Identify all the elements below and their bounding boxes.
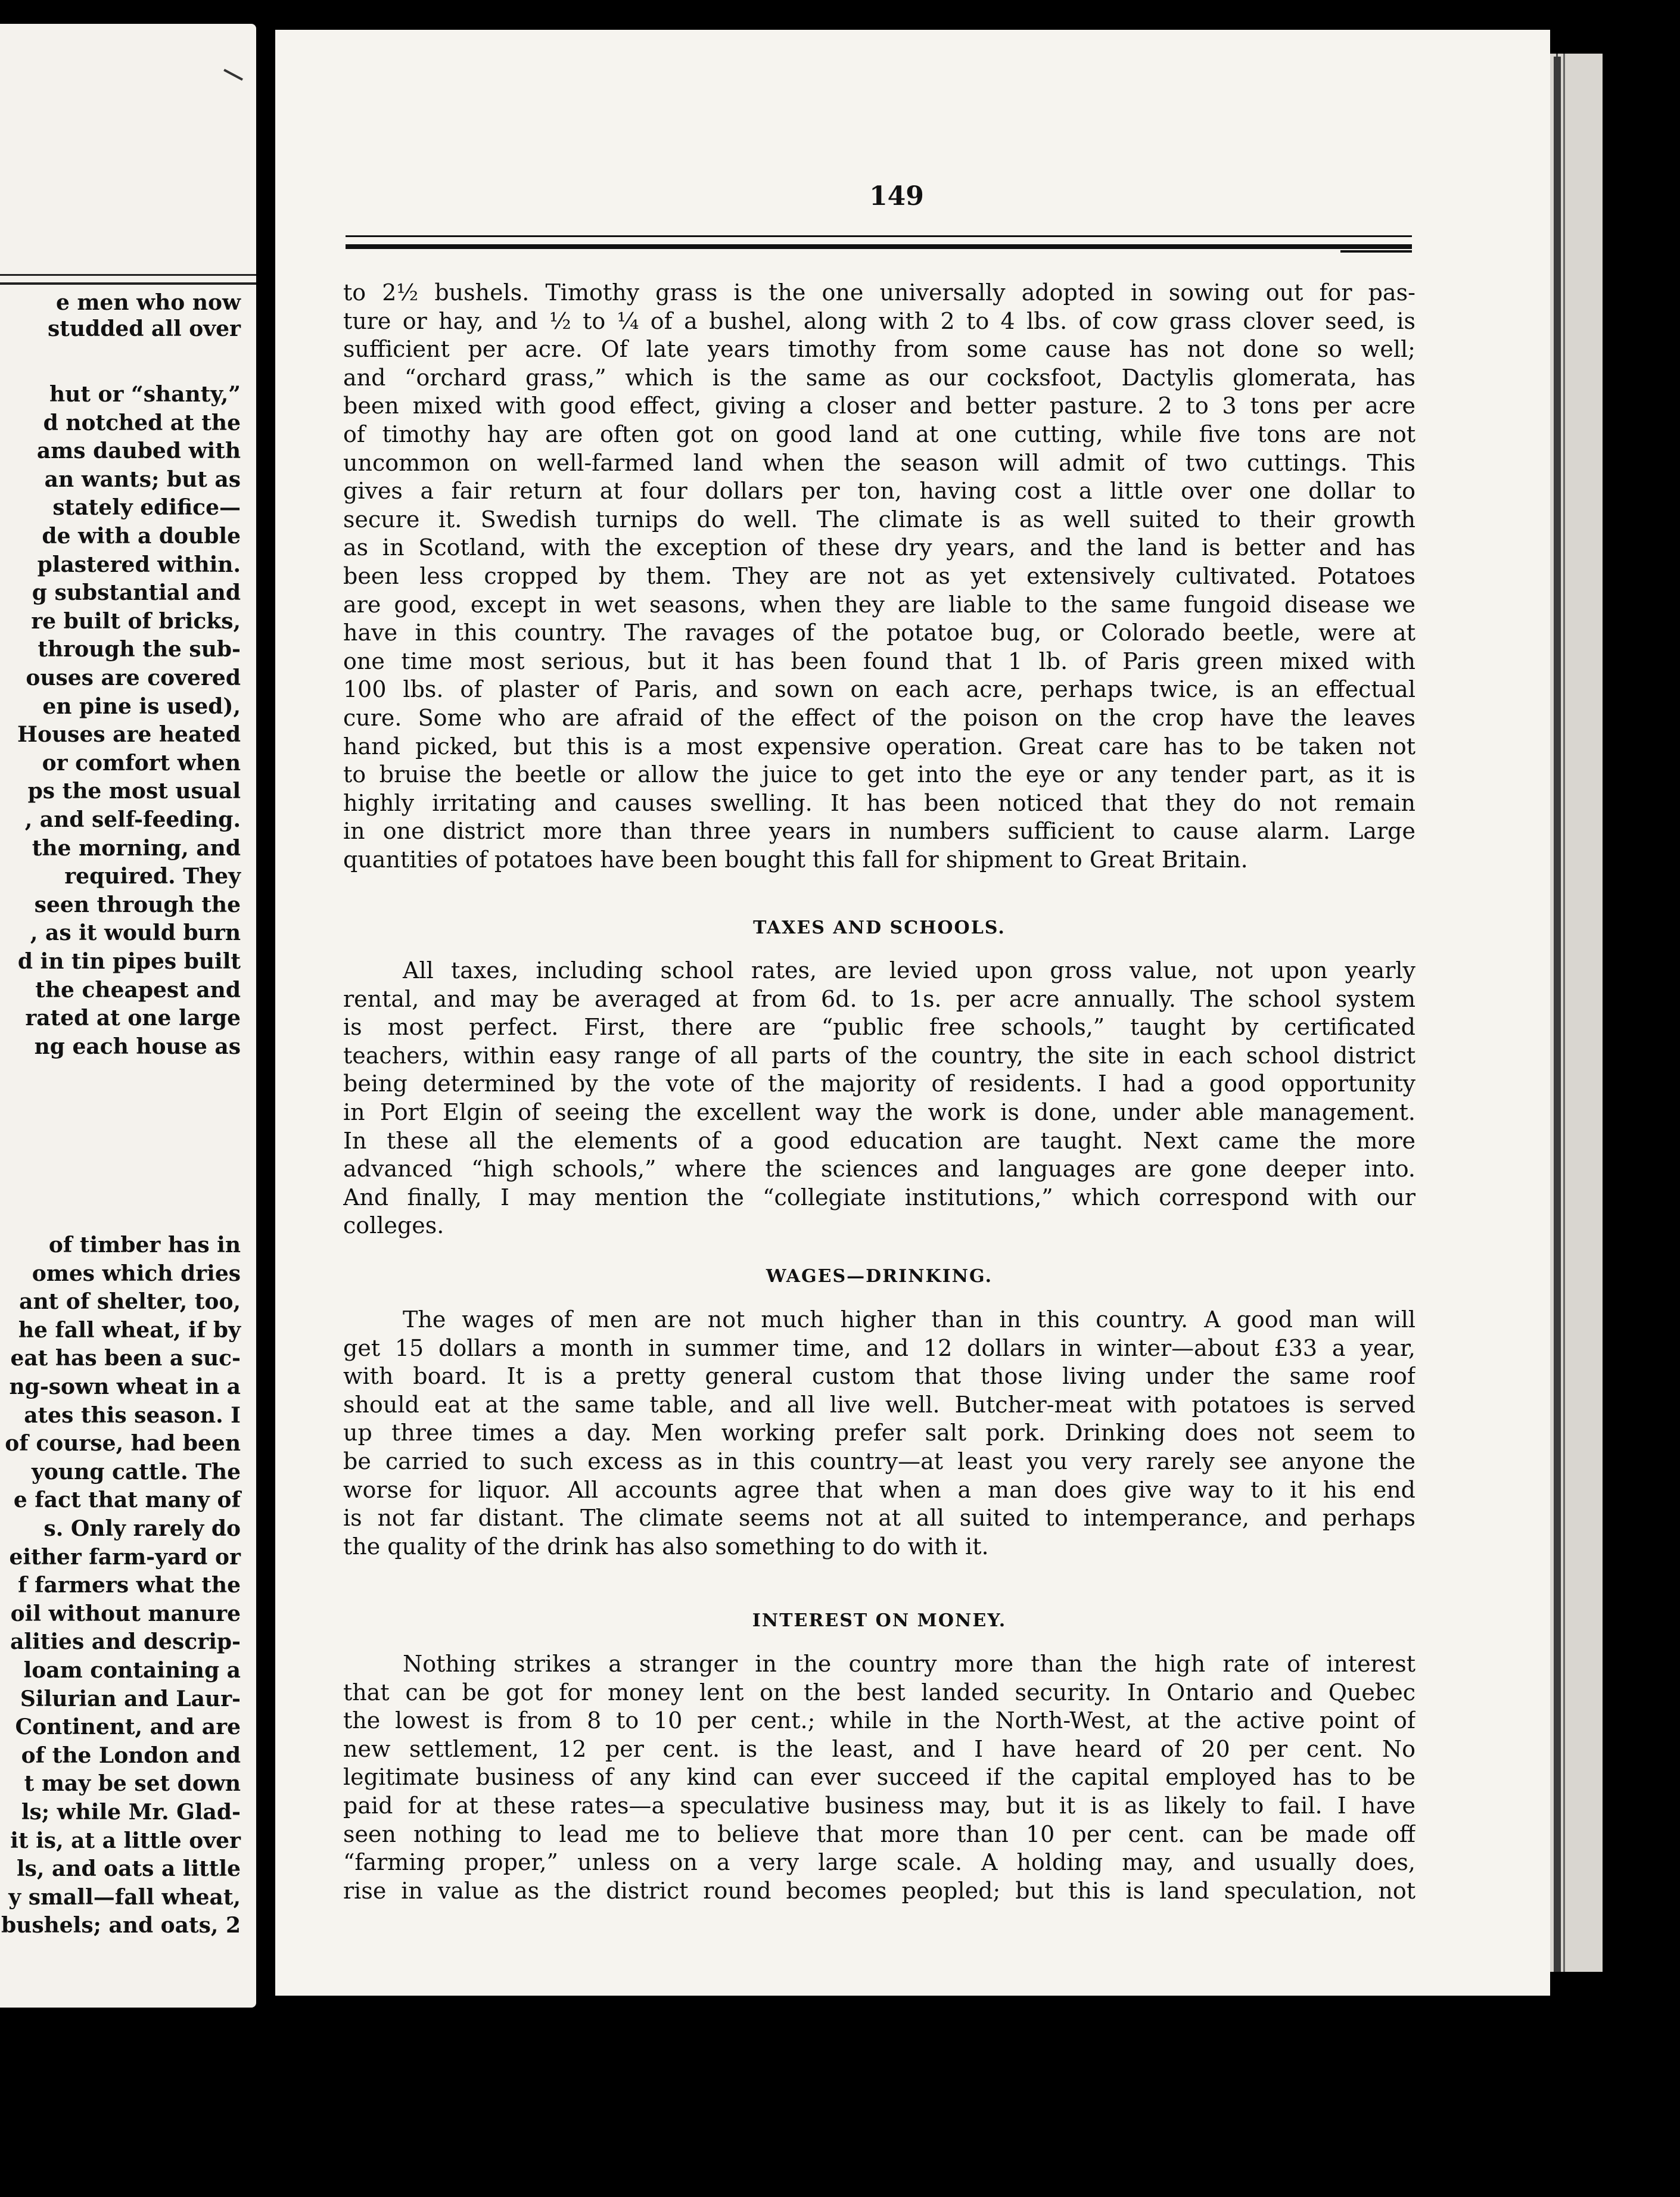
text-line: d in tin pipes built xyxy=(17,949,241,974)
text-line: ams daubed with xyxy=(36,438,241,464)
text-line: the cheapest and xyxy=(35,977,241,1003)
text-line: to 2½ bushels. Timothy grass is the one universally adopted in sowing out for pas- xyxy=(343,279,1415,306)
text-line: he fall wheat, if by xyxy=(18,1317,241,1343)
text-line: , and self-feeding. xyxy=(24,807,241,832)
text-line: up three times a day. Men working prefer salt pork. Drinking does not seem to xyxy=(343,1420,1415,1446)
text-line: Houses are heated xyxy=(17,722,241,748)
text-line: , as it would burn xyxy=(30,920,241,946)
text-line: t may be set down xyxy=(24,1771,241,1797)
text-line: or comfort when xyxy=(42,750,241,776)
paragraph-interest xyxy=(343,1650,1415,1905)
text-line: in one district more than three years in numbers sufficient to cause alarm. Large xyxy=(343,818,1415,845)
text-line: is not far distant. The climate seems not at all suited to intemperance, and perhaps xyxy=(343,1505,1415,1532)
text-line: g substantial and xyxy=(32,580,241,606)
page-corner-fold xyxy=(207,69,243,113)
text-line: it is, at a little over xyxy=(10,1828,241,1853)
text-line: And finally, I may mention the “collegiate institutions,” which correspond with our xyxy=(343,1184,1415,1210)
paragraph-taxes xyxy=(343,957,1415,1240)
text-line: rise in value as the district round becomes peopled; but this is land speculation, not xyxy=(343,1877,1415,1904)
text-line: quantities of potatoes have been bought this fall for shipment to Great Britain. xyxy=(343,846,1248,873)
text-line: ls; while Mr. Glad- xyxy=(21,1800,241,1825)
text-line: rental, and may be averaged at from 6d. to 1s. per acre annually. The school system xyxy=(343,985,1415,1012)
text-line: the lowest is from 8 to 10 per cent.; while in the North-West, at the active point of xyxy=(343,1707,1415,1734)
text-line: be carried to such excess as in this country—at least you very rarely see anyone the xyxy=(343,1448,1415,1474)
text-line: with board. It is a pretty general custom that those living under the same roof xyxy=(343,1363,1415,1390)
text-line: one time most serious, but it has been found that 1 lb. of Paris green mixed with xyxy=(343,648,1415,674)
text-line: ps the most usual xyxy=(27,779,241,804)
text-line: rated at one large xyxy=(25,1006,241,1031)
text-line: All taxes, including school rates, are levied upon gross value, not upon yearly xyxy=(403,957,1415,984)
text-line: teachers, within easy range of all parts of the country, the site in each school district xyxy=(343,1042,1415,1069)
text-line: legitimate business of any kind can ever succeed if the capital employed has to be xyxy=(343,1764,1415,1791)
text-line: through the sub- xyxy=(38,637,241,662)
header-rule xyxy=(0,282,256,285)
text-line: oil without manure xyxy=(10,1601,241,1626)
text-line: 100 lbs. of plaster of Paris, and sown on each acre, perhaps twice, is an effectual xyxy=(343,676,1415,703)
text-line: been less cropped by them. They are not as yet extensively cultivated. Potatoes xyxy=(343,562,1415,589)
text-line: and “orchard grass,” which is the same as our cocksfoot, Dactylis glomerata, has xyxy=(343,364,1415,391)
text-line: Continent, and are xyxy=(15,1714,241,1740)
text-line: e men who now xyxy=(55,290,241,315)
text-line: being determined by the vote of the majority of residents. I had a good opportunity xyxy=(343,1071,1415,1097)
text-line: cure. Some who are afraid of the effect of the poison on the crop have the leaves xyxy=(343,704,1415,731)
text-line: been mixed with good effect, giving a closer and better pasture. 2 to 3 tons per acre xyxy=(343,393,1415,419)
text-line: d notched at the xyxy=(43,410,241,435)
text-line: eat has been a suc- xyxy=(10,1346,241,1371)
text-line: highly irritating and causes swelling. It has been noticed that they do not remain xyxy=(343,789,1415,816)
text-line: y small—fall wheat, xyxy=(8,1884,241,1910)
text-line: s. Only rarely do xyxy=(43,1516,241,1541)
text-line: Silurian and Laur- xyxy=(20,1686,241,1711)
text-line: is most perfect. First, there are “public free schools,” taught by certificated xyxy=(343,1014,1415,1041)
text-line: seen nothing to lead me to believe that more than 10 per cent. can be made off xyxy=(343,1821,1415,1847)
text-line: ant of shelter, too, xyxy=(19,1289,241,1315)
text-line: of the London and xyxy=(21,1742,241,1768)
page-number: 149 xyxy=(869,181,924,211)
text-line: the quality of the drink has also something to do with it. xyxy=(343,1533,989,1560)
text-line: either farm-yard or xyxy=(9,1544,241,1570)
text-line: young cattle. The xyxy=(32,1459,241,1485)
section-heading-wages: WAGES—DRINKING. xyxy=(766,1266,993,1287)
text-line: sufficient per acre. Of late years timothy from some cause has not done so well; xyxy=(343,336,1415,363)
section-heading-taxes: TAXES AND SCHOOLS. xyxy=(753,917,1006,938)
previous-page xyxy=(0,24,256,2008)
text-line: ture or hay, and ½ to ¼ of a bushel, along with 2 to 4 lbs. of cow grass clover seed, is xyxy=(343,307,1415,334)
text-line: alities and descrip- xyxy=(10,1629,241,1655)
header-rule xyxy=(346,244,1412,249)
text-line: should eat at the same table, and all live well. Butcher-meat with potatoes is served xyxy=(343,1391,1415,1418)
text-line: “farming proper,” unless on a very large scale. A holding may, and usually does, xyxy=(343,1849,1415,1876)
text-line: worse for liquor. All accounts agree that when a man does give way to it his end xyxy=(343,1476,1415,1503)
text-line: ates this season. I xyxy=(24,1402,241,1428)
header-rule xyxy=(1340,250,1412,253)
text-line: en pine is used), xyxy=(42,693,241,719)
text-line: re built of bricks, xyxy=(31,608,241,634)
text-line: seen through the xyxy=(34,892,241,917)
text-line: ng each house as xyxy=(34,1034,241,1059)
text-line: ouses are covered xyxy=(26,665,241,690)
text-line: ng-sown wheat in a xyxy=(9,1374,241,1399)
text-line: studded all over xyxy=(47,316,241,341)
text-line: f farmers what the xyxy=(18,1573,241,1598)
text-line: secure it. Swedish turnips do well. The climate is as well suited to their growth xyxy=(343,506,1415,533)
text-line: advanced “high schools,” where the sciences and languages are gone deeper into. xyxy=(343,1156,1415,1182)
text-line: have in this country. The ravages of the potatoe bug, or Colorado beetle, were at xyxy=(343,620,1415,646)
text-line: that can be got for money lent on the best landed security. In Ontario and Quebec xyxy=(343,1679,1415,1706)
text-line: as in Scotland, with the exception of these dry years, and the land is better and has xyxy=(343,534,1415,561)
text-line: hand picked, but this is a most expensive operation. Great care has to be taken not xyxy=(343,733,1415,760)
text-line: paid for at these rates—a speculative business may, but it is as likely to fail. I have xyxy=(343,1792,1415,1819)
paragraph-intro xyxy=(343,279,1415,874)
text-line: of timber has in xyxy=(48,1233,241,1258)
paragraph-wages xyxy=(343,1306,1415,1561)
text-line: omes which dries xyxy=(32,1261,241,1286)
text-line: get 15 dollars a month in summer time, and 12 dollars in winter—about £33 a year, xyxy=(343,1334,1415,1361)
text-line: de with a double xyxy=(42,524,241,549)
text-line: plastered within. xyxy=(37,552,241,577)
text-line: of course, had been xyxy=(5,1431,241,1457)
header-rule xyxy=(0,274,256,276)
text-line: The wages of men are not much higher than in this country. A good man will xyxy=(403,1306,1415,1333)
text-line: in Port Elgin of seeing the excellent way the work is done, under able management. xyxy=(343,1098,1415,1125)
text-line: are good, except in wet seasons, when they are liable to the same fungoid disease we xyxy=(343,591,1415,618)
text-line: the morning, and xyxy=(32,835,241,861)
book-spine-edge xyxy=(1554,57,1561,1972)
text-line: ls, and oats a little xyxy=(16,1856,241,1882)
text-line: gives a fair return at four dollars per ton, having cost a little over one dollar to xyxy=(343,478,1415,505)
text-line: an wants; but as xyxy=(44,466,241,492)
section-heading-interest: INTEREST ON MONEY. xyxy=(752,1610,1007,1631)
text-line: Nothing strikes a stranger in the country more than the high rate of interest xyxy=(403,1651,1415,1677)
text-line: bushels; and oats, 2 xyxy=(1,1913,241,1938)
text-line: uncommon on well-farmed land when the season will admit of two cuttings. This xyxy=(343,449,1415,476)
text-line: colleges. xyxy=(343,1212,444,1239)
text-line: hut or “shanty,” xyxy=(49,382,241,407)
text-line: required. They xyxy=(64,864,241,889)
header-rule xyxy=(346,235,1412,237)
text-line: new settlement, 12 per cent. is the least, and I have heard of 20 per cent. No xyxy=(343,1735,1415,1762)
text-line: In these all the elements of a good education are taught. Next came the more xyxy=(343,1127,1415,1154)
text-line: of timothy hay are often got on good land at one cutting, while five tons are not xyxy=(343,421,1415,447)
text-line: e fact that many of xyxy=(13,1488,241,1513)
text-line: to bruise the beetle or allow the juice to get into the eye or any tender part, as it is xyxy=(343,761,1415,788)
text-line: stately edifice— xyxy=(52,495,241,521)
text-line: loam containing a xyxy=(23,1658,241,1683)
